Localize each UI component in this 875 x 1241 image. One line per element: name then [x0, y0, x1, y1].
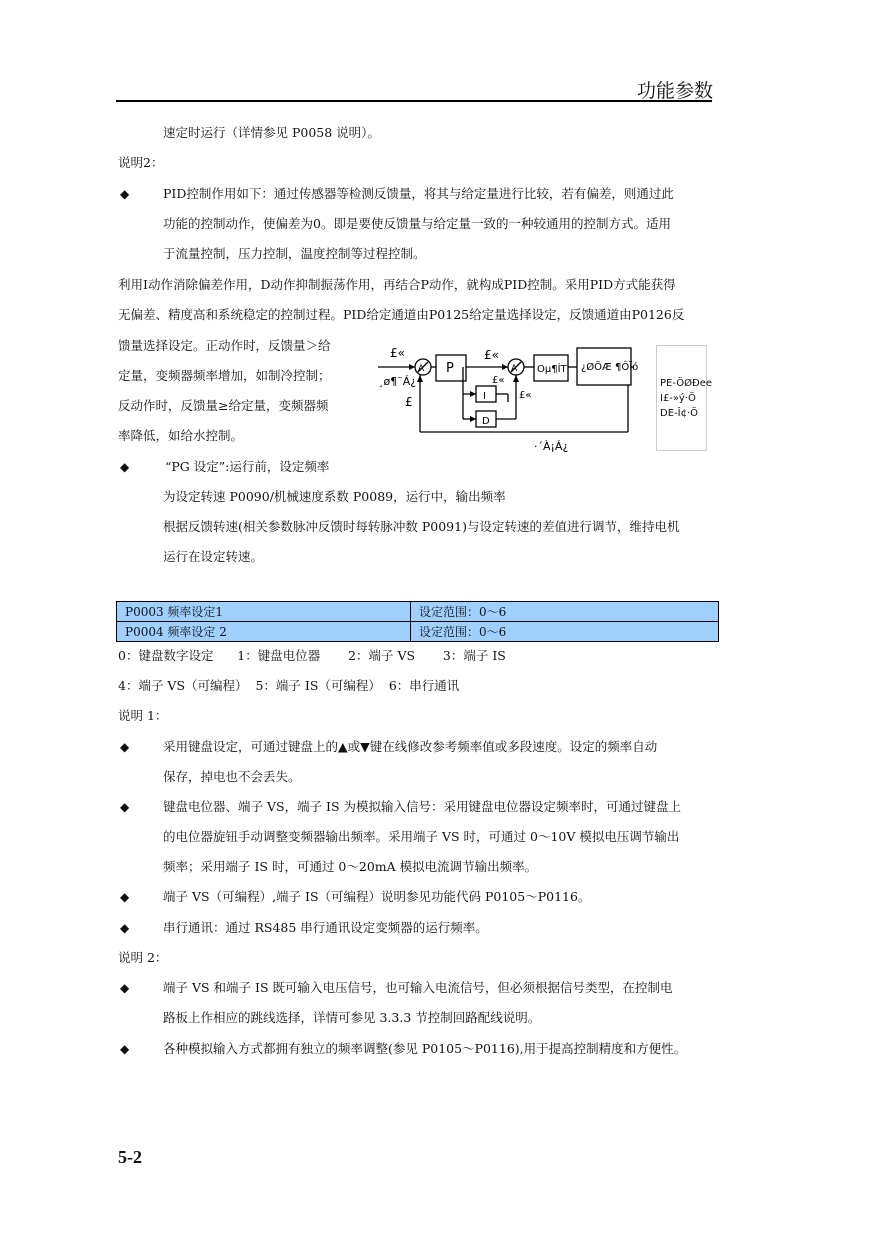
pid-bullet-text: PID控制作用如下：通过传感器等检测反馈量，将其与给定量进行比较，若有偏差，则通过此: [163, 186, 674, 201]
note-text: 端子 VS 和端子 IS 既可输入电压信号，也可输入电流信号，但必须根据信号类型，在控制电: [163, 980, 673, 995]
paragraph-line: 无偏差、精度高和系统稳定的控制过程。PID给定通道由P0125给定量选择设定，反馈通道由P0126反: [118, 307, 685, 322]
pg-line: 根据反馈转速(相关参数脉冲反馈时每转脉冲数 P0091)与设定转速的差值进行调节，维持电机: [163, 519, 680, 534]
pid-bullet-text: 功能的控制动作，使偏差为0。即是要使反馈量与给定量一致的一种较通用的控制方式。适用: [163, 216, 671, 231]
minus-label: £: [405, 395, 413, 409]
legend-line: PE-ÖØÐee: [660, 378, 713, 389]
legend-line: I£-»ý·Ö: [660, 393, 696, 404]
sum-node-1: A: [418, 364, 425, 374]
bullet-icon: ◆: [120, 187, 130, 201]
page-number: 5-2: [118, 1147, 142, 1167]
header-rule: [116, 100, 712, 102]
plus-label: £«: [484, 348, 499, 362]
paragraph-line: 率降低，如给水控制。: [118, 428, 244, 443]
legend-box: [656, 345, 713, 451]
bullet-icon: ◆: [120, 800, 130, 814]
continuation-line: 速定时运行（详情参见 P0058 说明）。: [163, 125, 380, 140]
setpoint-label: ¸ø¶¨Á¿: [378, 375, 417, 388]
bullet-icon: ◆: [120, 981, 130, 995]
options-line: 4：端子 VS（可编程） 5：端子 IS（可编程） 6：串行通讯: [118, 678, 460, 693]
plus-label: £«: [519, 390, 532, 401]
note-text: 保存，掉电也不会丢失。: [163, 769, 301, 784]
pid-bullet-text: 于流量控制，压力控制，温度控制等过程控制。: [163, 246, 426, 261]
note-title: 说明 1：: [118, 708, 168, 723]
paragraph-line: 利用I动作消除偏差作用，D动作抑制振荡作用，再结合P动作，就构成PID控制。采用PID方式能获得: [118, 277, 676, 292]
param-range-cell: 设定范围：0～6: [411, 622, 719, 642]
feedback-label: ·´À¡Á¿: [534, 440, 569, 453]
sum-node-2: A: [511, 364, 518, 374]
plus-label: £«: [492, 375, 505, 386]
note-text: 路板上作相应的跳线选择，详情可参见 3.3.3 节控制回路配线说明。: [163, 1010, 541, 1025]
legend-line: DE-Î¢·Ö: [660, 408, 698, 419]
param-code-cell: P0003 频率设定1: [117, 602, 411, 622]
bullet-icon: ◆: [120, 1042, 130, 1056]
input-plus-label: £«: [390, 346, 405, 360]
note-text: 键盘电位器、端子 VS，端子 IS 为模拟输入信号：采用键盘电位器设定频率时，可通过键盘上: [163, 799, 682, 814]
d-block: D: [482, 416, 490, 427]
plant-block: ¿ØÖÆ ¶ÔÏó: [581, 362, 639, 373]
note-text: 采用键盘设定，可通过键盘上的▲或▼键在线修改参考频率值或多段速度。设定的频率自动: [163, 739, 658, 754]
p-block: P: [446, 361, 454, 376]
note-title: 说明 2：: [118, 950, 168, 965]
note-text: 端子 VS（可编程）,端子 IS（可编程）说明参见功能代码 P0105～P0116。: [163, 889, 591, 904]
bullet-icon: ◆: [120, 460, 130, 474]
pg-bullet-text: “PG 设定”:运行前，设定频率: [165, 459, 330, 474]
i-block: I: [483, 391, 486, 402]
paragraph-line: 反动作时，反馈量≥给定量，变频器频: [118, 398, 329, 413]
parameter-table: [116, 601, 719, 642]
bullet-icon: ◆: [120, 890, 130, 904]
paragraph-line: 馈量选择设定。正动作时，反馈量＞给: [118, 338, 331, 353]
options-line: 0：键盘数字设定 1：键盘电位器 2：端子 VS 3：端子 IS: [118, 648, 506, 663]
bullet-icon: ◆: [120, 921, 130, 935]
note-text: 串行通讯：通过 RS485 串行通讯设定变频器的运行频率。: [163, 920, 488, 935]
note-text: 各种模拟输入方式都拥有独立的频率调整(参见 P0105～P0116),用于提高控制精度和方便性。: [163, 1041, 687, 1056]
note-text: 频率；采用端子 IS 时，可通过 0～20mA 模拟电流调节输出频率。: [163, 859, 538, 874]
note-text: 的电位器旋钮手动调整变频器输出频率。采用端子 VS 时，可通过 0～10V 模拟电压调节输出: [163, 829, 680, 844]
section-title: 功能参数: [637, 80, 714, 102]
note-title: 说明2：: [118, 155, 164, 170]
param-code-cell: P0004 频率设定 2: [117, 622, 411, 642]
table-row: [117, 602, 719, 622]
param-range-cell: 设定范围：0～6: [411, 602, 719, 622]
paragraph-line: 定量，变频器频率增加，如制冷控制；: [118, 368, 331, 383]
pg-line: 运行在设定转速。: [163, 549, 264, 564]
table-row: [117, 622, 719, 642]
pg-line: 为设定转速 P0090/机械速度系数 P0089，运行中，输出频率: [163, 489, 506, 504]
actuator-block: Oµ¶ÍT: [537, 364, 567, 375]
bullet-icon: ◆: [120, 740, 130, 754]
